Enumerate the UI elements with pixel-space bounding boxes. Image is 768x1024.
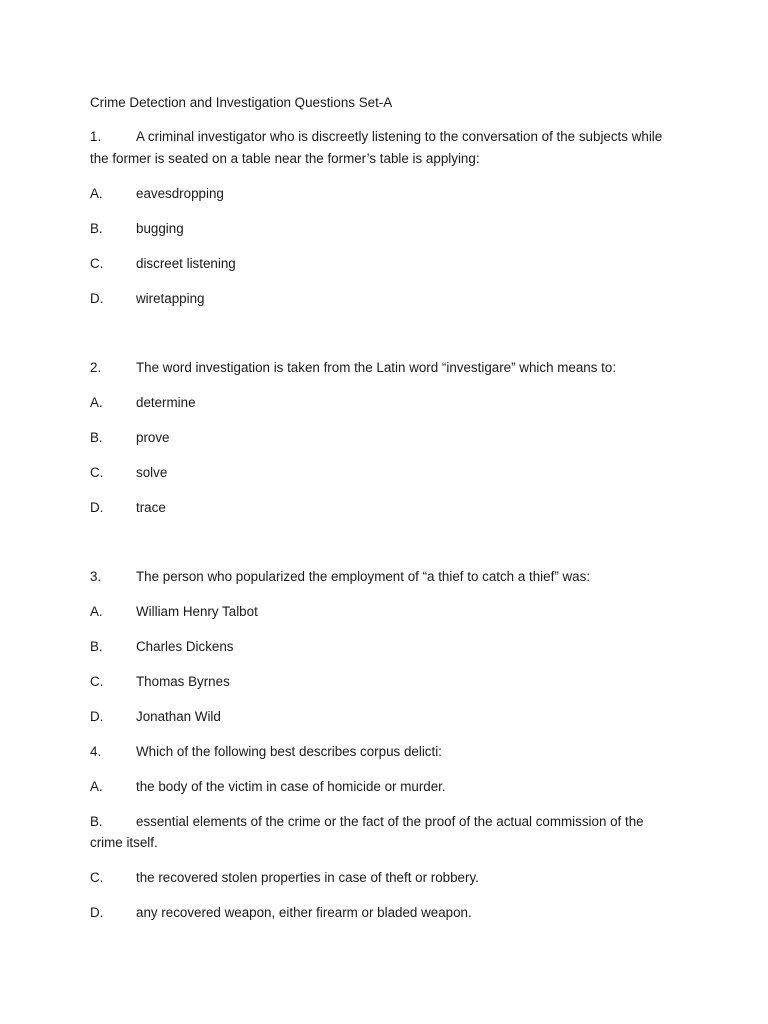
- question-number: 1.: [90, 129, 102, 144]
- option-letter: D.: [90, 290, 104, 306]
- option-text: the recovered stolen properties in case of theft or robbery.: [136, 870, 479, 885]
- option-letter: B.: [90, 813, 103, 829]
- document-page: [90, 92, 680, 937]
- option-text: trace: [136, 499, 166, 515]
- option-letter: C.: [90, 673, 104, 689]
- option-item: [90, 706, 680, 728]
- option-text: any recovered weapon, either firearm or bladed weapon.: [136, 905, 472, 920]
- option-letter: A.: [90, 185, 103, 201]
- option-letter: D.: [90, 708, 104, 724]
- option-letter: C.: [90, 255, 104, 271]
- option-item: [90, 462, 680, 484]
- question-stem: [90, 126, 680, 169]
- option-letter: C.: [90, 870, 104, 885]
- option-letter: A.: [90, 603, 103, 619]
- question-4: [90, 741, 680, 924]
- question-number: 4.: [90, 743, 102, 759]
- spacer: [90, 532, 680, 566]
- option-text: essential elements of the crime or the fact of the proof of the actual commission of the crime itself.: [90, 813, 644, 850]
- option-letter: B.: [90, 220, 103, 236]
- option-item: [90, 288, 680, 310]
- option-item: [90, 218, 680, 240]
- option-item: [90, 253, 680, 275]
- option-text: prove: [136, 429, 170, 445]
- question-number: 3.: [90, 568, 102, 584]
- option-text: wiretapping: [136, 290, 205, 306]
- question-3: [90, 566, 680, 728]
- option-item: [90, 902, 680, 924]
- option-item: [90, 811, 680, 854]
- document-title: Crime Detection and Investigation Questions Set-A: [90, 95, 393, 110]
- option-item: [90, 671, 680, 693]
- option-item: [90, 636, 680, 658]
- option-text: eavesdropping: [136, 185, 224, 201]
- question-2: [90, 357, 680, 519]
- question-text: The word investigation is taken from the Latin word “investigare” which means to:: [136, 359, 617, 375]
- option-letter: D.: [90, 499, 104, 515]
- question-text: Which of the following best describes corpus delicti:: [136, 743, 442, 759]
- question-stem: [90, 741, 680, 763]
- option-item: [90, 776, 680, 798]
- option-text: Charles Dickens: [136, 638, 234, 654]
- question-1: [90, 126, 680, 309]
- option-letter: C.: [90, 464, 104, 480]
- option-letter: A.: [90, 394, 103, 410]
- option-letter: A.: [90, 778, 103, 794]
- question-stem: [90, 357, 680, 379]
- option-item: [90, 497, 680, 519]
- option-text: Jonathan Wild: [136, 708, 221, 724]
- option-letter: B.: [90, 429, 103, 445]
- question-text: A criminal investigator who is discreetly listening to the conversation of the subjects while the former is seated on a table near the former’s table is applying:: [90, 129, 663, 166]
- option-text: Thomas Byrnes: [136, 673, 230, 689]
- option-item: [90, 427, 680, 449]
- option-text: bugging: [136, 220, 184, 236]
- spacer: [90, 323, 680, 357]
- question-stem: [90, 566, 680, 588]
- question-text: The person who popularized the employment of “a thief to catch a thief” was:: [136, 568, 591, 584]
- option-item: [90, 183, 680, 205]
- option-text: discreet listening: [136, 255, 236, 271]
- option-text: the body of the victim in case of homicide or murder.: [136, 778, 446, 794]
- option-text: solve: [136, 464, 168, 480]
- option-item: [90, 867, 680, 889]
- option-text: William Henry Talbot: [136, 603, 258, 619]
- option-letter: D.: [90, 905, 104, 920]
- option-item: [90, 601, 680, 623]
- option-letter: B.: [90, 638, 103, 654]
- question-number: 2.: [90, 359, 102, 375]
- option-item: [90, 392, 680, 414]
- option-text: determine: [136, 394, 196, 410]
